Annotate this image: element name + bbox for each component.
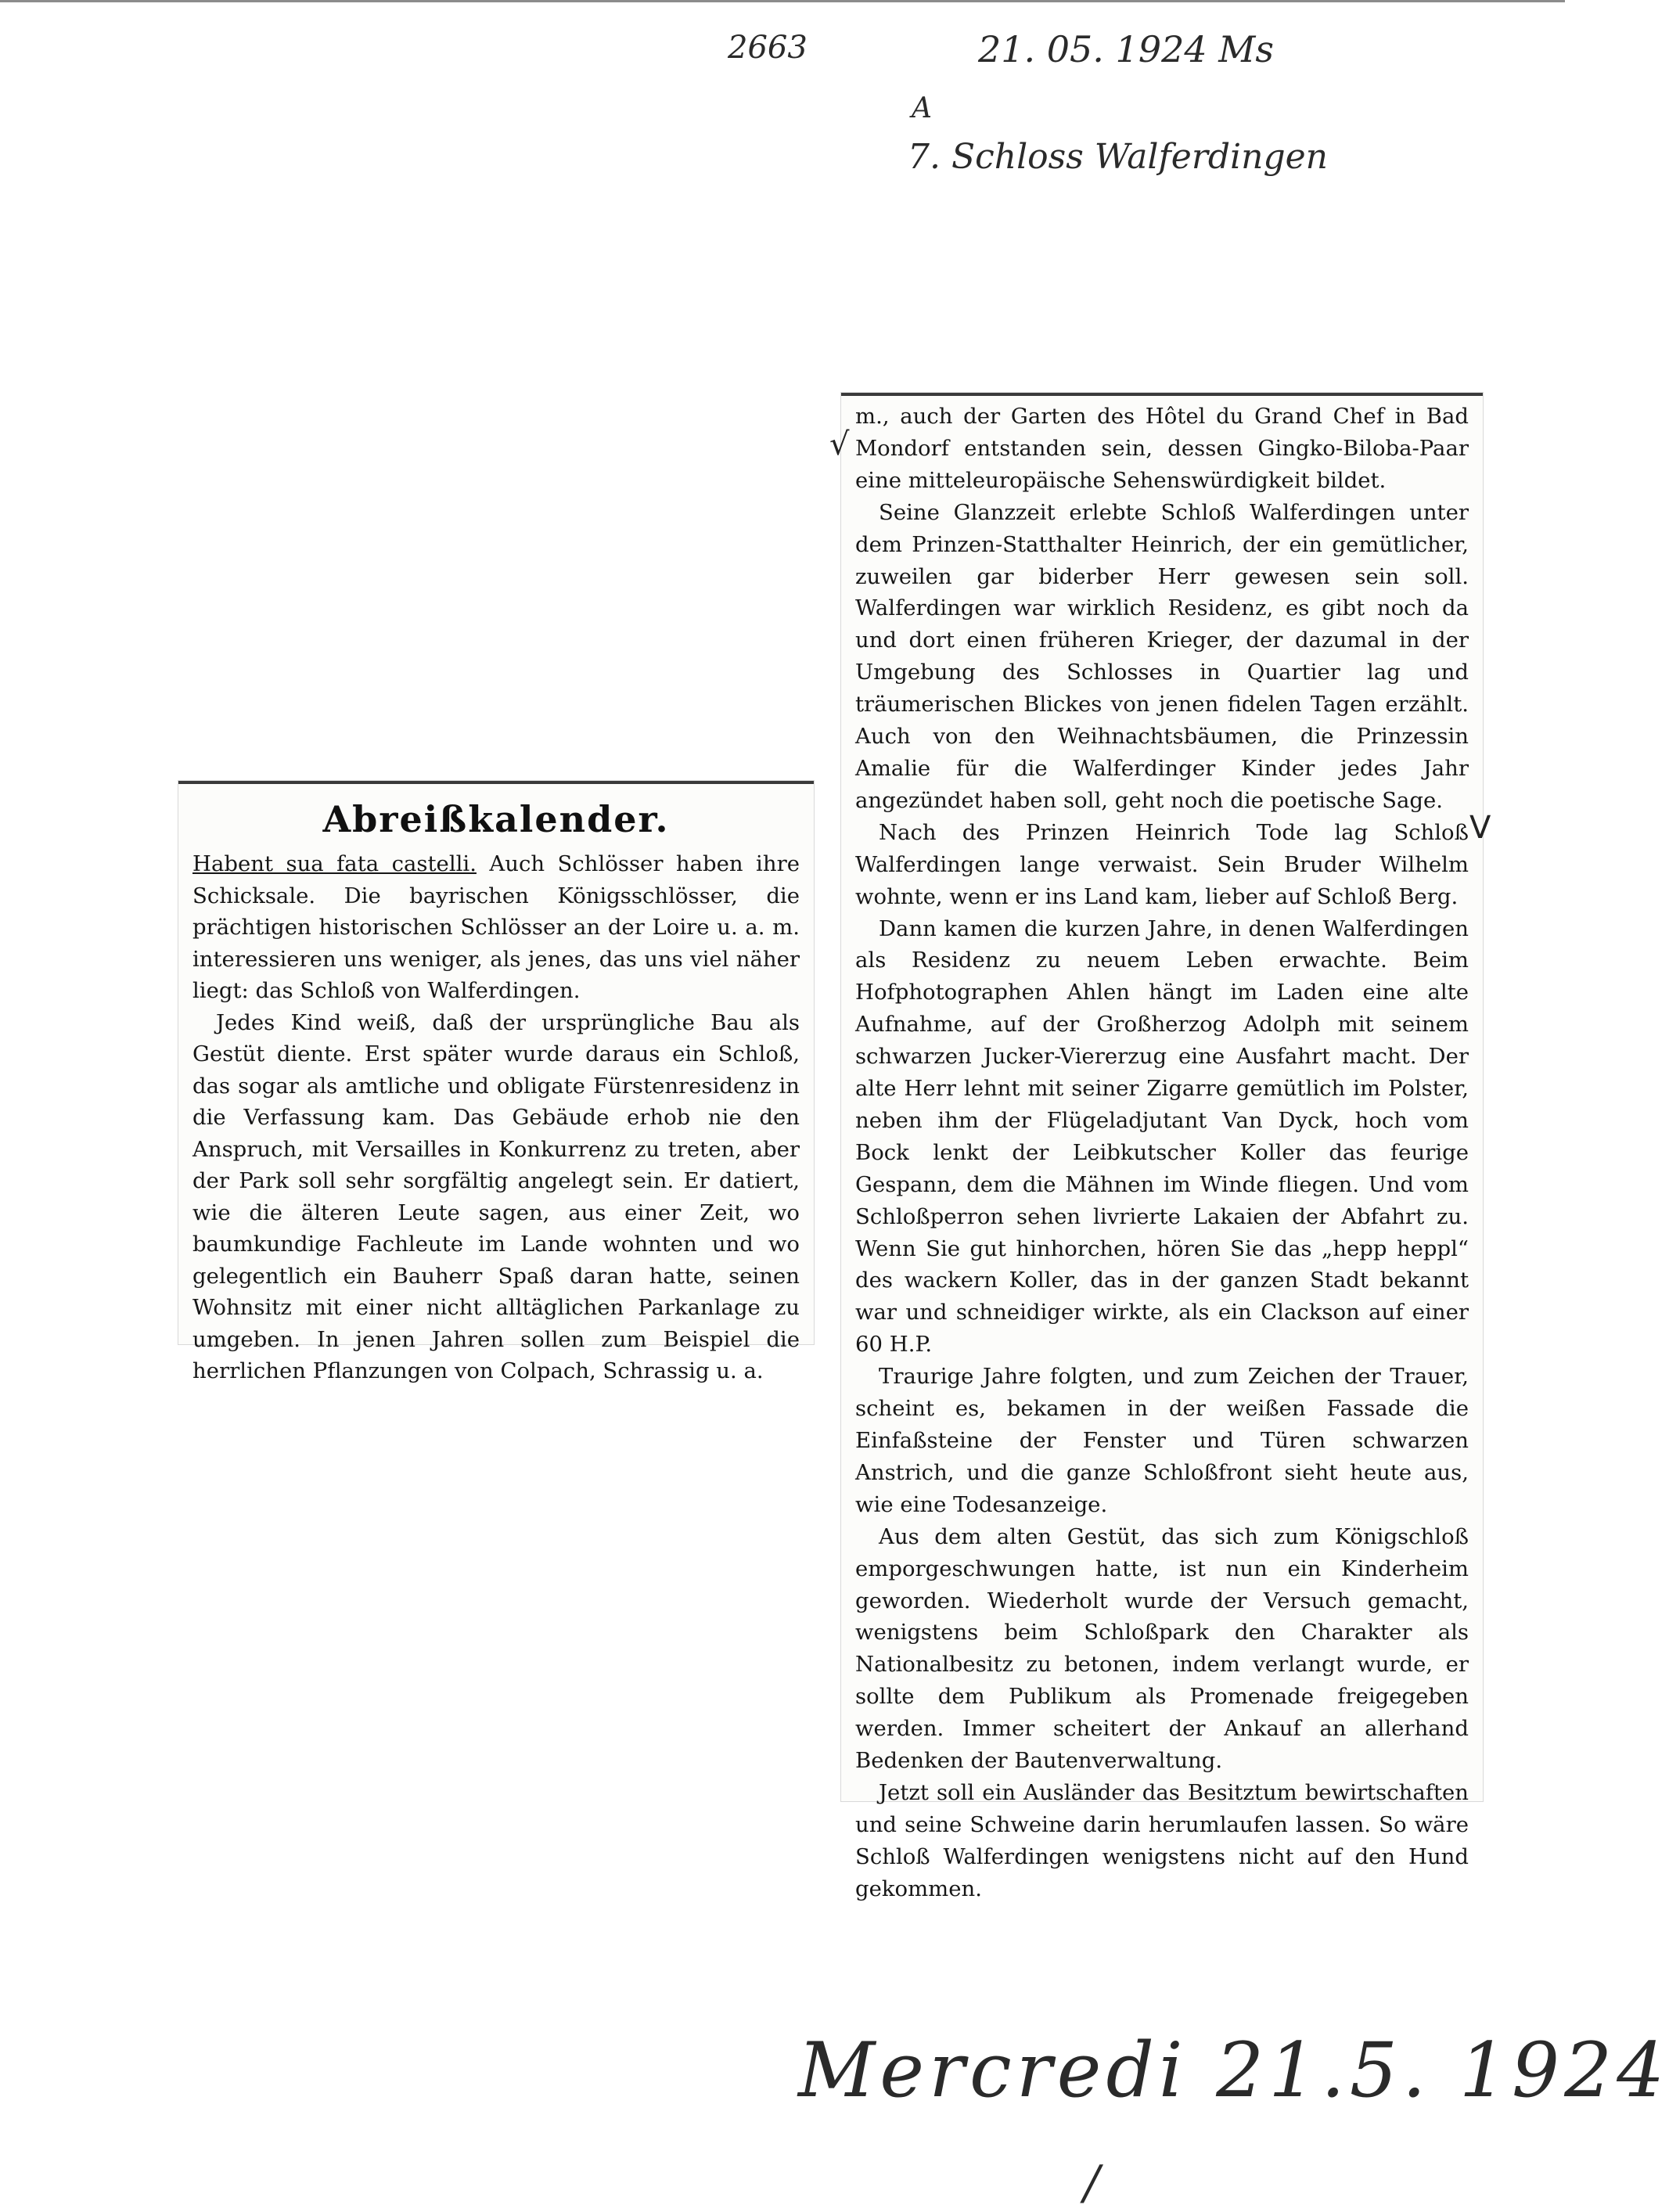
handwritten-date: 21. 05. 1924 Ms — [978, 28, 1274, 70]
clipping-paragraph: Seine Glanzzeit erlebte Schloß Walferdingen unter dem Prinzen-Statthalter Heinrich, der ein gemütlicher, zuweilen gar biderber Herr gewesen sein soll. Walferdingen war wirklich Residenz, es gibt noch da und dort einen früheren Krieger, der dazumal in der Umgebung des Schlosses in Quartier lag und träumerischen Blickes von jenen fidelen Tagen erzählt. Auch von den Weihnachtsbäumen, die Prinzessin Amalie für die Walferdinger Kinder jedes Jahr angezündet haben soll, geht noch die poetische Sage. — [855, 499, 1469, 813]
clipping-paragraph: Jedes Kind weiß, daß der ursprüngliche Bau als Gestüt diente. Erst später wurde daraus ein Schloß, das sogar als amtliche und obligate Fürstenresidenz in die Verfassung kam. Das Gebäude erhob nie den Anspruch, mit Versailles in Konkurrenz zu treten, aber der Park soll sehr sorgfältig angelegt sein. Er datiert, wie die älteren Leute sagen, aus einer Zeit, wo baumkundige Fachleute im Lande wohnten und wo gelegentlich ein Bauherr Spaß daran hatte, seinen Wohnsitz mit einer nicht alltäglichen Parkanlage zu umgeben. In jenen Jahren sollen zum Beispiel die herrlichen Pflanzungen von Colpach, Schrassig u. a. — [192, 1009, 800, 1383]
handwritten-number: 2663 — [728, 30, 808, 66]
clipping-paragraph: Traurige Jahre folgten, und zum Zeichen der Trauer, scheint es, bekamen in der weißen Fassade die Einfaßsteine der Fenster und Türen schwarzen Anstrich, und die ganze Schloßfront sieht heute aus, wie eine Todesanzeige. — [855, 1364, 1469, 1517]
clipping-title: Abreißkalender. — [322, 798, 670, 840]
clipping-paragraph: Aus dem alten Gestüt, das sich zum Königschloß emporgeschwungen hatte, ist nun ein Kinderheim geworden. Wiederholt wurde der Versuch gemacht, wenigstens beim Schloßpark den Charakter als Nationalbesitz zu betonen, indem verlangt wurde, er sollte dem Publikum als Promenade freigegeben werden. Immer scheitert der Ankauf an allerhand Bedenken der Bautenverwaltung. — [855, 1523, 1469, 1774]
paragraph-text: Auch Schlösser haben ihre Schicksale. Die bayrischen Königsschlösser, die prächtigen historischen Schlösser an der Loire u. a. m. interessieren uns weniger, als jenes, das uns viel näher liegt: das Schloß von Walferdingen. — [192, 851, 800, 1003]
handwritten-reference: 7. Schloss Walferdingen — [908, 137, 1328, 177]
clipping-paragraph: m., auch der Garten des Hôtel du Grand Chef in Bad Mondorf entstanden sein, dessen Gingko-Biloba-Paar eine mitteleuropäische Sehenswürdigkeit bildet. — [855, 404, 1469, 493]
handwritten-letter: A — [912, 92, 932, 124]
handwritten-mark: / — [1084, 2156, 1100, 2210]
check-mark-icon: √ — [829, 426, 850, 462]
clipping-paragraph: Nach des Prinzen Heinrich Tode lag Schloß Walferdingen lange verwaist. Sein Bruder Wilhelm wohnte, wenn er ins Land kam, lieber auf Schloß Berg. — [855, 819, 1469, 909]
newspaper-clipping-left — [178, 781, 814, 1383]
clipping-paragraph: Dann kamen die kurzen Jahre, in denen Walferdingen als Residenz zu neuem Leben erwachte. Beim Hofphotographen Ahlen hängt im Laden eine alte Aufnahme, auf der Großherzog Adolph mit seinem schwarzen Jucker-Viererzug eine Ausfahrt macht. Der alte Herr lehnt mit seiner Zigarre gemütlich im Polster, neben ihm der Flügeladjutant Van Dyck, hoch vom Bock lenkt der Leibkutscher Koller das feurige Gespann, dem die Mähnen im Winde fliegen. Und vom Schloßperron sehen livrierte Lakaien der Abfahrt zu. Wenn Sie gut hinhorchen, hören Sie das „hepp heppl“ des wackern Koller, das in der ganzen Stadt bekannt war und schneidiger wirkte, als ein Clackson auf einer 60 H.P. — [855, 915, 1469, 1358]
latin-lead: Habent sua fata castelli. — [192, 851, 477, 876]
clipping-paragraph — [178, 848, 814, 1007]
newspaper-clipping-right — [841, 393, 1483, 1901]
clipping-paragraph: Jetzt soll ein Ausländer das Besitztum bewirtschaften und seine Schweine darin herumlaufen lassen. So wäre Schloß Walferdingen wenigstens nicht auf den Hund gekommen. — [855, 1779, 1469, 1901]
scan-edge — [0, 0, 1565, 2]
handwritten-bottom-note: Mercredi 21.5. 1924 — [798, 2027, 1669, 2114]
check-mark-icon: V — [1469, 810, 1491, 846]
